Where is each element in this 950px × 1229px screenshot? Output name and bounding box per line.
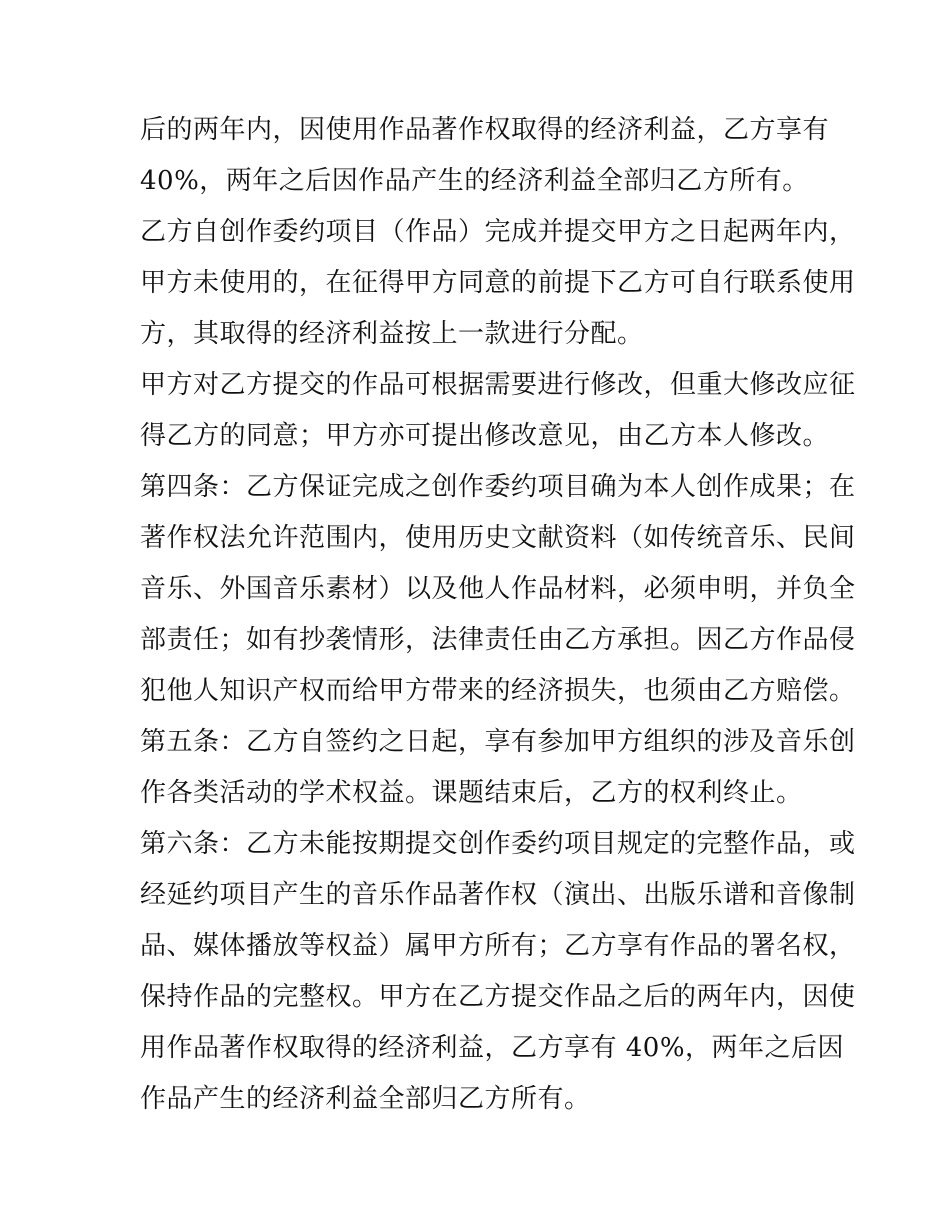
text-line: 音乐、外国音乐素材）以及他人作品材料，必须申明，并负全 [140, 574, 856, 604]
text-line: 第六条：乙方未能按期提交创作委约项目规定的完整作品，或 [140, 829, 856, 859]
text-line: 甲方对乙方提交的作品可根据需要进行修改，但重大修改应征 [140, 370, 856, 400]
text-line: 方，其取得的经济利益按上一款进行分配。 [140, 319, 644, 349]
text-line: 著作权法允许范围内，使用历史文献资料（如传统音乐、民间 [140, 523, 856, 553]
text-line: 作各类活动的学术权益。课题结束后，乙方的权利终止。 [140, 778, 803, 808]
text-line: 40%，两年之后因作品产生的经济利益全部归乙方所有。 [140, 166, 809, 196]
text-line: 品、媒体播放等权益）属甲方所有；乙方享有作品的署名权， [140, 931, 856, 961]
document-body [140, 105, 856, 1125]
text-line: 部责任；如有抄袭情形，法律责任由乙方承担。因乙方作品侵 [140, 625, 856, 655]
text-line: 第五条：乙方自签约之日起，享有参加甲方组织的涉及音乐创 [140, 727, 856, 757]
text-line: 甲方未使用的，在征得甲方同意的前提下乙方可自行联系使用 [140, 268, 856, 298]
text-line: 第四条：乙方保证完成之创作委约项目确为本人创作成果；在 [140, 472, 856, 502]
text-line: 保持作品的完整权。甲方在乙方提交作品之后的两年内，因使 [140, 982, 856, 1012]
text-line: 犯他人知识产权而给甲方带来的经济损失，也须由乙方赔偿。 [140, 676, 856, 706]
text-line: 后的两年内，因使用作品著作权取得的经济利益，乙方享有 [140, 115, 830, 145]
text-line: 经延约项目产生的音乐作品著作权（演出、出版乐谱和音像制 [140, 880, 856, 910]
text-line: 得乙方的同意；甲方亦可提出修改意见，由乙方本人修改。 [140, 421, 830, 451]
text-line: 乙方自创作委约项目（作品）完成并提交甲方之日起两年内， [140, 217, 856, 247]
text-line: 作品产生的经济利益全部归乙方所有。 [140, 1084, 591, 1114]
text-line: 用作品著作权取得的经济利益，乙方享有 40%，两年之后因 [140, 1033, 845, 1063]
